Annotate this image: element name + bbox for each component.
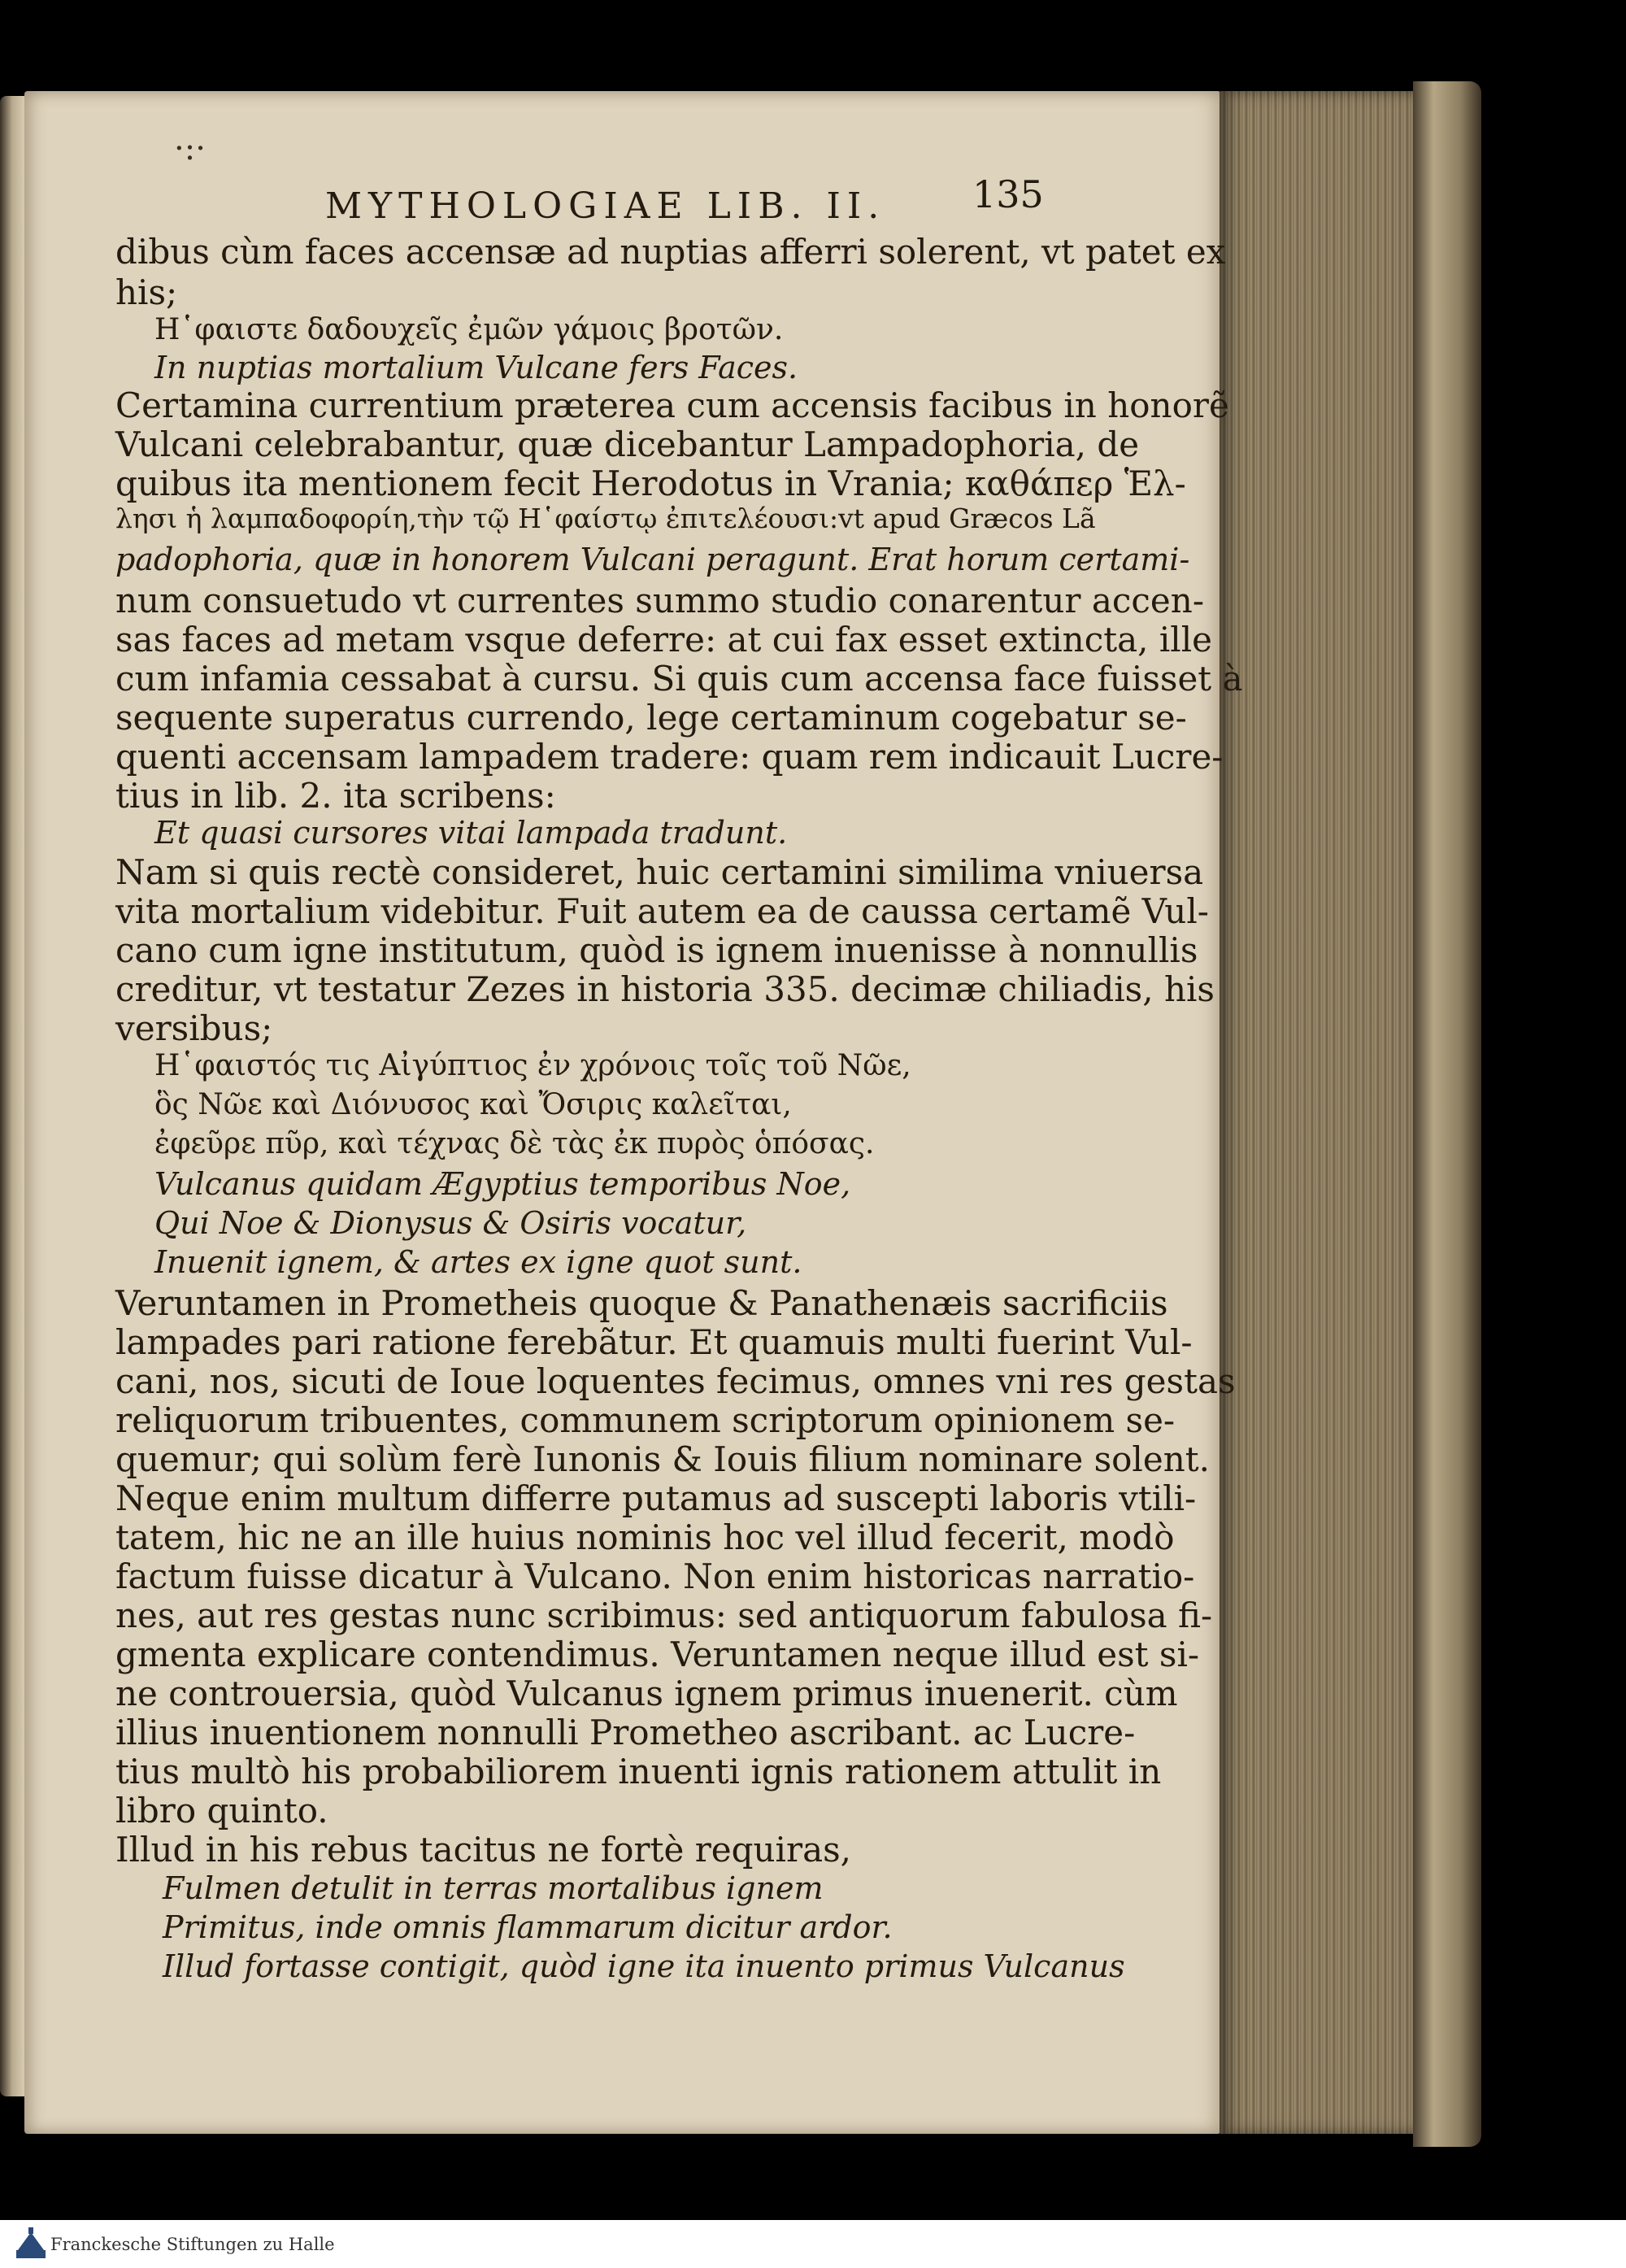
page-fore-edge — [1220, 91, 1413, 2134]
text-line: versibus; — [115, 1008, 273, 1048]
text-line: vita mortalium videbitur. Fuit autem ea de caussa certamẽ Vul- — [115, 891, 1209, 931]
greek-verse: Η῾φαιστε δαδουχεῖς ἐμῶν γάμοις βροτῶν. — [154, 313, 784, 346]
text-line: lampades pari ratione ferebãtur. Et quamuis multi fuerint Vul- — [115, 1322, 1193, 1362]
text-line: tatem, hic ne an ille huius nominis hoc vel illud fecerit, modò — [115, 1517, 1175, 1557]
greek-line: λησι ἡ λαμπαδοφορίη,τὴν τῷ Η῾φαίστῳ ἐπιτελέουσι:vt apud Græcos Lã — [115, 503, 1096, 534]
text-line: illius inuentionem nonnulli Prometheo ascribant. ac Lucre- — [115, 1713, 1136, 1752]
text-line: factum fuisse dicatur à Vulcano. Non enim historicas narratio- — [115, 1556, 1195, 1596]
text-line: cani, nos, sicuti de Ioue loquentes fecimus, omnes vni res gestas — [115, 1361, 1236, 1401]
latin-verse: In nuptias mortalium Vulcane fers Faces. — [154, 350, 798, 385]
footer-institution: Franckesche Stiftungen zu Halle — [50, 2235, 335, 2254]
greek-verse: Η῾φαιστός τις Αἰγύπτιος ἐν χρόνοις τοῖς τοῦ Νῶε, — [154, 1049, 911, 1082]
page-number: 135 — [972, 172, 1044, 216]
ornament: ·:· — [174, 130, 206, 168]
latin-verse: Fulmen detulit in terras mortalibus ignem — [163, 1870, 824, 1906]
text-line: Vulcani celebrabantur, quæ dicebantur Lampadophoria, de — [115, 424, 1140, 464]
running-head: MYTHOLOGIAE LIB. II. — [325, 185, 886, 227]
text-line: cum infamia cessabat à cursu. Si quis cum accensa face fuisset à — [115, 659, 1243, 699]
greek-verse: ἐφεῦρε πῦρ, καὶ τέχνας δὲ τὰς ἐκ πυρὸς ὁπόσας. — [154, 1127, 875, 1160]
latin-verse: Vulcanus quidam Ægyptius temporibus Noe, — [154, 1166, 851, 1202]
latin-verse: Et quasi cursores vitai lampada tradunt. — [154, 815, 788, 851]
greek-verse: ὃς Νῶε καὶ Διόνυσος καὶ Ὄσιρις καλεῖται, — [154, 1088, 792, 1121]
text-line: nes, aut res gestas nunc scribimus: sed antiquorum fabulosa fi- — [115, 1595, 1213, 1635]
text-line: creditur, vt testatur Zezes in historia 335. decimæ chiliadis, his — [115, 969, 1215, 1009]
text-line: quenti accensam lampadem tradere: quam rem indicauit Lucre- — [115, 737, 1224, 777]
book-binding — [1413, 81, 1481, 2147]
latin-verse: Inuenit ignem, & artes ex igne quot sunt. — [154, 1244, 802, 1280]
text-line: dibus cùm faces accensæ ad nuptias afferri solerent, vt patet ex — [115, 232, 1226, 272]
latin-verse: Qui Noe & Dionysus & Osiris vocatur, — [154, 1205, 747, 1241]
text-line: num consuetudo vt currentes summo studio conarentur accen- — [115, 581, 1205, 620]
text-line: sequente superatus currendo, lege certaminum cogebatur se- — [115, 698, 1187, 738]
text-line: his; — [115, 272, 178, 312]
text-line: padophoria, quæ in honorem Vulcani peragunt. Erat horum certami- — [115, 542, 1190, 577]
text-line: gmenta explicare contendimus. Veruntamen neque illud est si- — [115, 1635, 1200, 1674]
text-line: Certamina currentium præterea cum accensis facibus in honorẽ — [115, 385, 1229, 425]
latin-verse: Primitus, inde omnis flammarum dicitur ardor. — [163, 1909, 893, 1945]
text-line: tius in lib. 2. ita scribens: — [115, 776, 556, 816]
text-line: ne controuersia, quòd Vulcanus ignem primus inuenerit. cùm — [115, 1674, 1178, 1713]
text-line: Illud in his rebus tacitus ne fortè requiras, — [115, 1830, 852, 1870]
text-line: cano cum igne institutum, quòd is ignem inuenisse à nonnullis — [115, 930, 1198, 970]
text-line: quibus ita mentionem fecit Herodotus in Vrania; καθάπερ Ἑλ- — [115, 464, 1186, 503]
text-line: Nam si quis rectè consideret, huic certamini similima vniuersa — [115, 852, 1204, 892]
text-line: reliquorum tribuentes, communem scriptorum opinionem se- — [115, 1400, 1176, 1440]
text-line: tius multò his probabiliorem inuenti ignis rationem attulit in — [115, 1752, 1162, 1791]
text-line: sas faces ad metam vsque deferre: at cui fax esset extincta, ille — [115, 620, 1212, 660]
latin-verse: Illud fortasse contigit, quòd igne ita inuento primus Vulcanus — [163, 1948, 1125, 1984]
text-line: quemur; qui solùm ferè Iunonis & Iouis filium nominare solent. — [115, 1439, 1210, 1479]
text-line: Veruntamen in Prometheis quoque & Panathenæis sacrificiis — [115, 1283, 1168, 1323]
text-line: libro quinto. — [115, 1791, 328, 1831]
text-line: Neque enim multum differre putamus ad suscepti laboris vtili- — [115, 1478, 1197, 1518]
foundation-logo-icon — [15, 2226, 47, 2261]
